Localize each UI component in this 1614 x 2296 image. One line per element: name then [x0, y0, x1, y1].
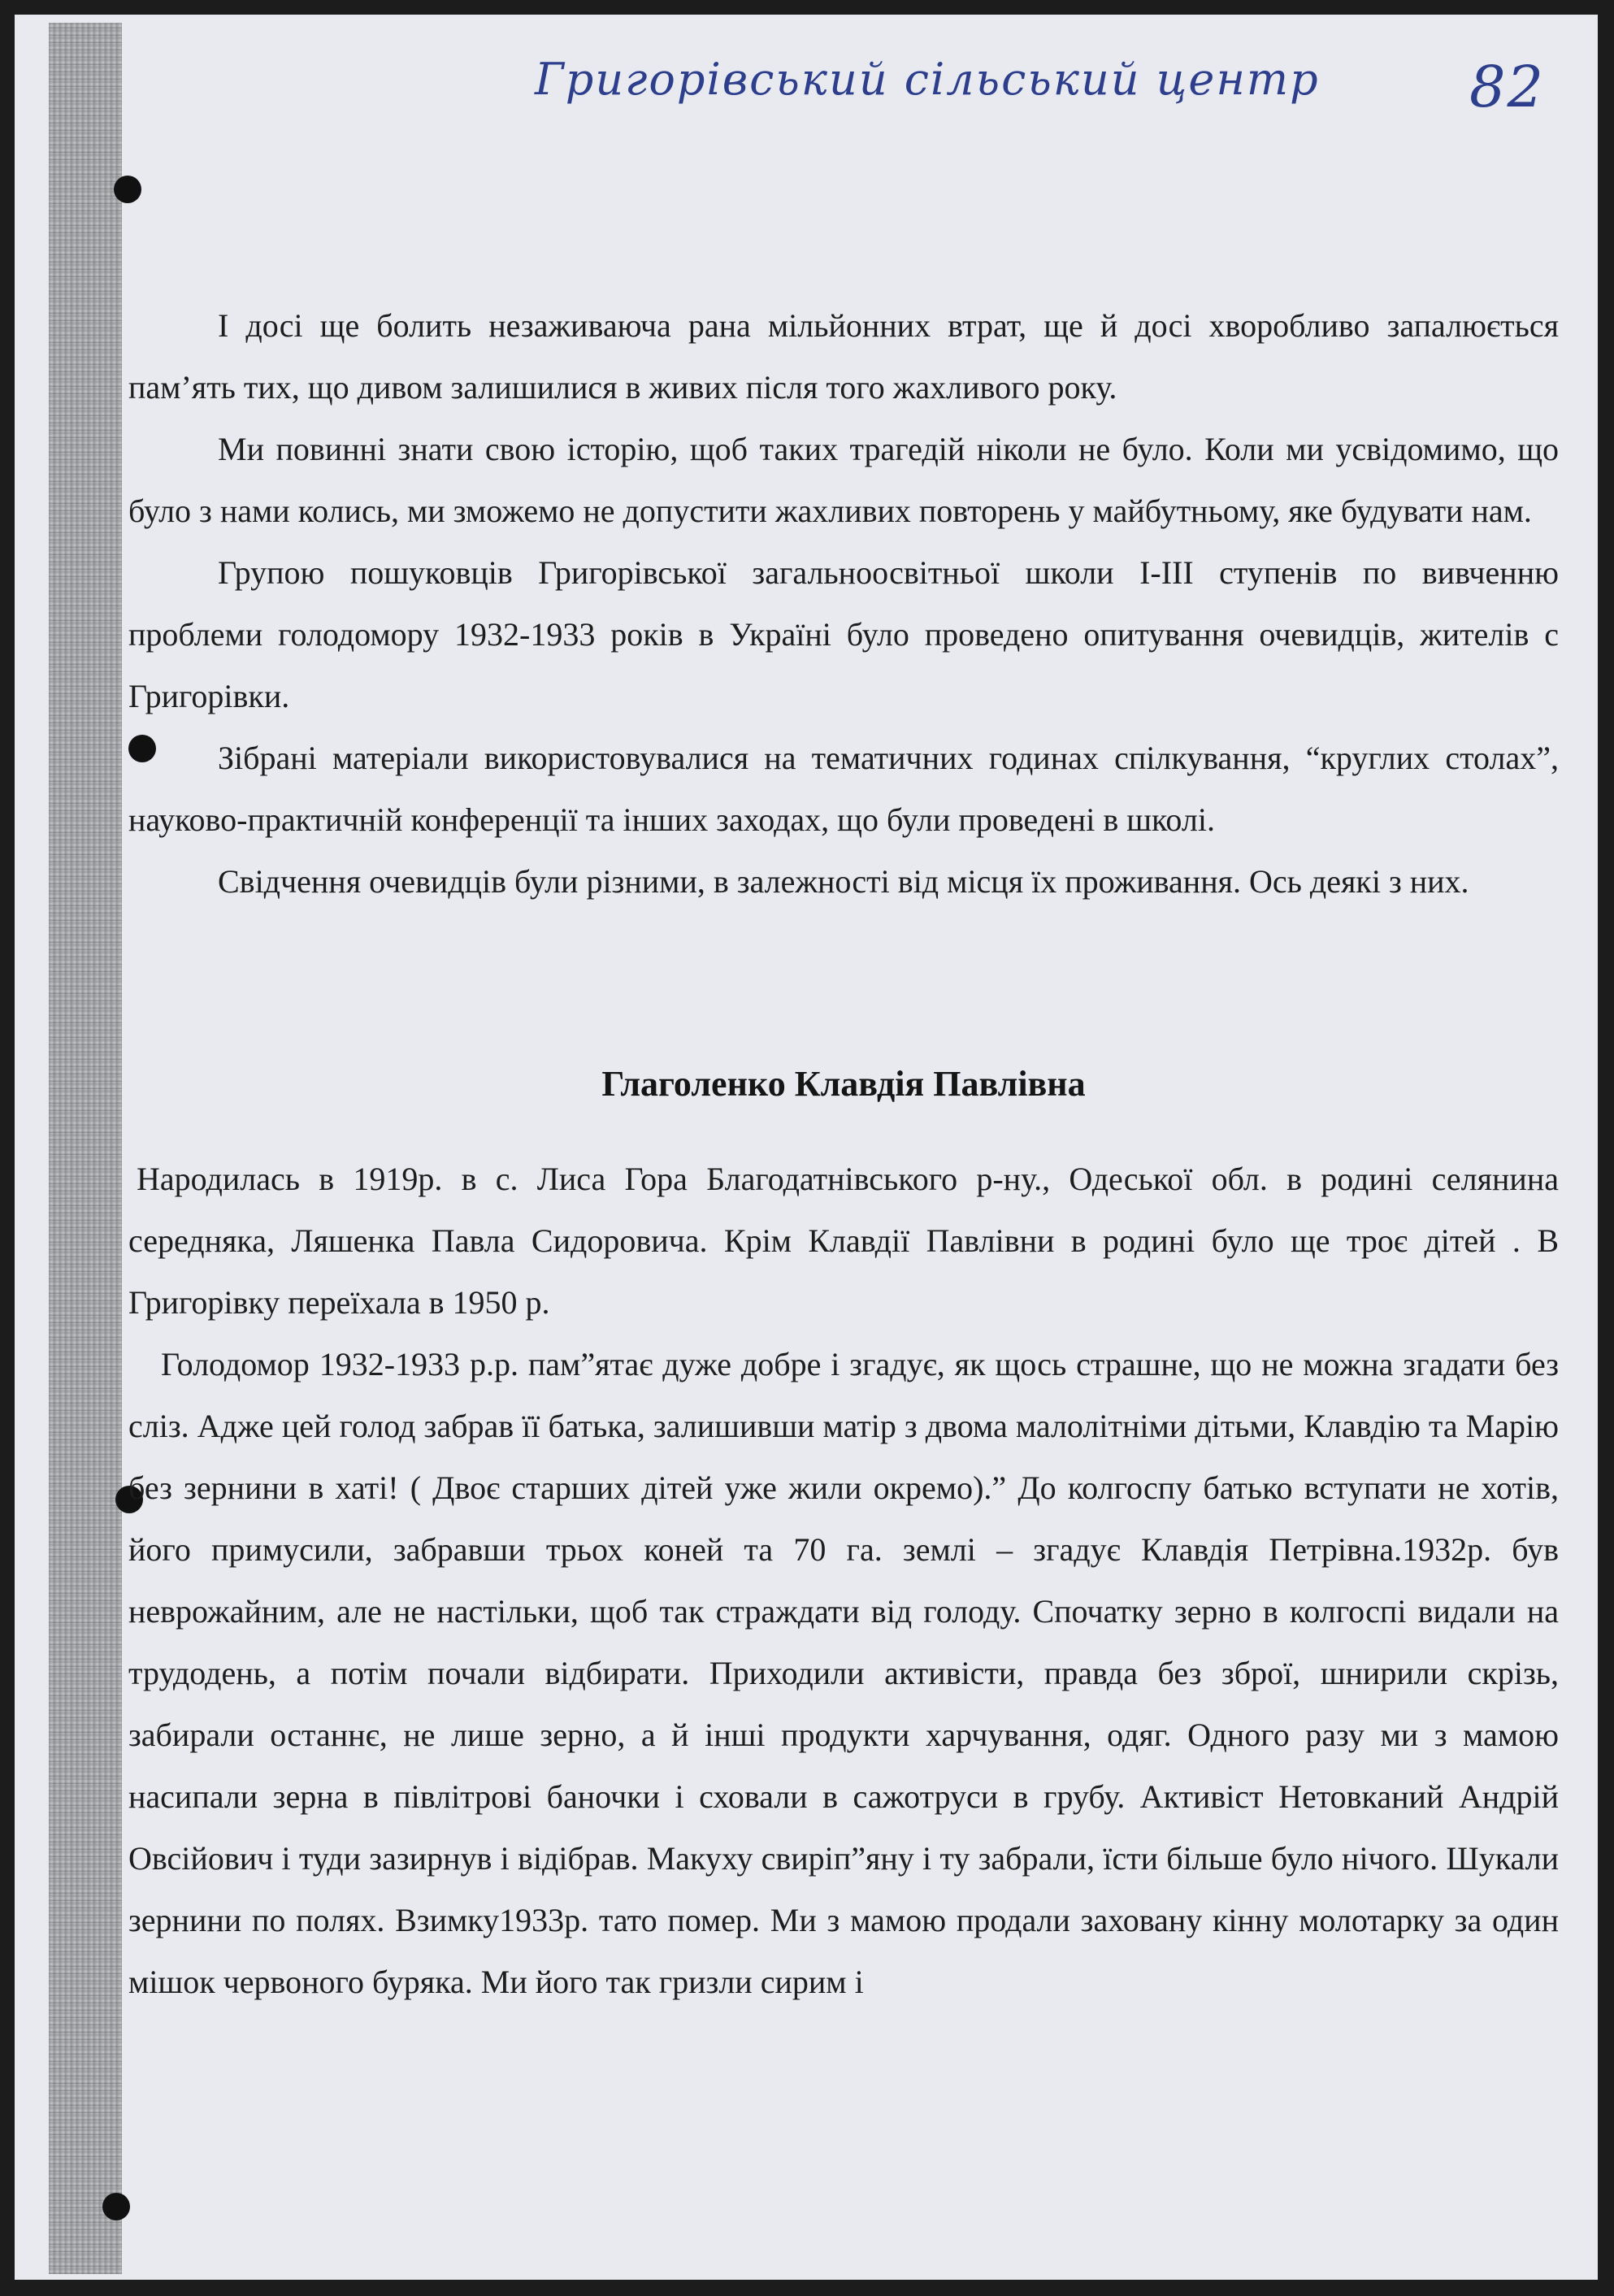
photocopy-edge: [49, 23, 122, 2274]
testimony-paragraph: Голодомор 1932-1933 р.р. пам”ятає дуже добре і згадує, як щось страшне, що не можна згадати без сліз. Адже цей голод забрав її батька, залишивши матір з двома малолітніми дітьми, Клавдію та Марію без зернини в хаті! ( Двоє старших дітей уже жили окремо).” До колгоспу батько вступати не хотів, його примусили, забравши трьох коней та 70 га. землі – згадує Клавдія Петрівна.1932р. був неврожайним, але не настільки, щоб так страждати від голоду. Спочатку зерно в колгоспі видали на трудодень, а потім почали відбирати. Приходили активісти, правда без зброї, шнирили скрізь, забирали останнє, не лише зерно, а й інші продукти харчування, одяг. Одного разу ми з мамою насипали зерна в півлітрові баночки і сховали в сажотруси в грубу. Активіст Нетовканий Андрій Овсійович і туди зазирнув і відібрав. Макуху свиріп”яну і ту забрали, їсти більше було нічого. Шукали зернини по полях. Взимку1933р. тато помер. Ми з мамою продали заховану кінну молотарку за один мішок червоного буряка. Ми його так гризли сирим і: [128, 1346, 1559, 2000]
handwritten-page-number: 82: [1469, 54, 1546, 120]
intro-paragraph: Зібрані матеріали використовувалися на тематичних годинах спілкування, “круглих столах”, науково-практичній конференції та інших заходах, що були проведені в школі.: [128, 740, 1559, 838]
testimony-paragraph: Народилась в 1919р. в с. Лиса Гора Благодатнівського р-ну., Одеської обл. в родині селянина середняка, Ляшенка Павла Сидоровича. Крім Клавдії Павлівни в родині було ще троє дітей . В Григорівку переїхала в 1950 р.: [128, 1161, 1559, 1321]
handwritten-title: Григорівський сільський центр: [535, 54, 1320, 105]
testimony-section: [128, 1148, 1559, 2013]
section-heading: Глаголенко Клавдія Павлівна: [601, 1064, 1086, 1104]
document-page: [15, 15, 1598, 2280]
intro-paragraph: Групою пошуковців Григорівської загальноосвітньої школи І-ІІІ ступенів по вивченню проблеми голодомору 1932-1933 років в Україні було проведено опитування очевидців, жителів с Григорівки.: [128, 554, 1559, 714]
intro-paragraph: Ми повинні знати свою історію, щоб таких трагедій ніколи не було. Коли ми усвідомимо, що було з нами колись, ми зможемо не допустити жахливих повторень у майбутньому, яке будувати нам.: [128, 431, 1559, 529]
intro-paragraph: І досі ще болить незаживаюча рана мільйонних втрат, ще й досі хворобливо запалюється пам’ять тих, що дивом залишилися в живих після того жахливого року.: [128, 307, 1559, 406]
intro-section: [128, 295, 1559, 913]
intro-paragraph: Свідчення очевидців були різними, в залежності від місця їх проживання. Ось деякі з них.: [218, 863, 1469, 900]
punch-hole: [114, 176, 141, 203]
punch-hole: [102, 2193, 130, 2220]
